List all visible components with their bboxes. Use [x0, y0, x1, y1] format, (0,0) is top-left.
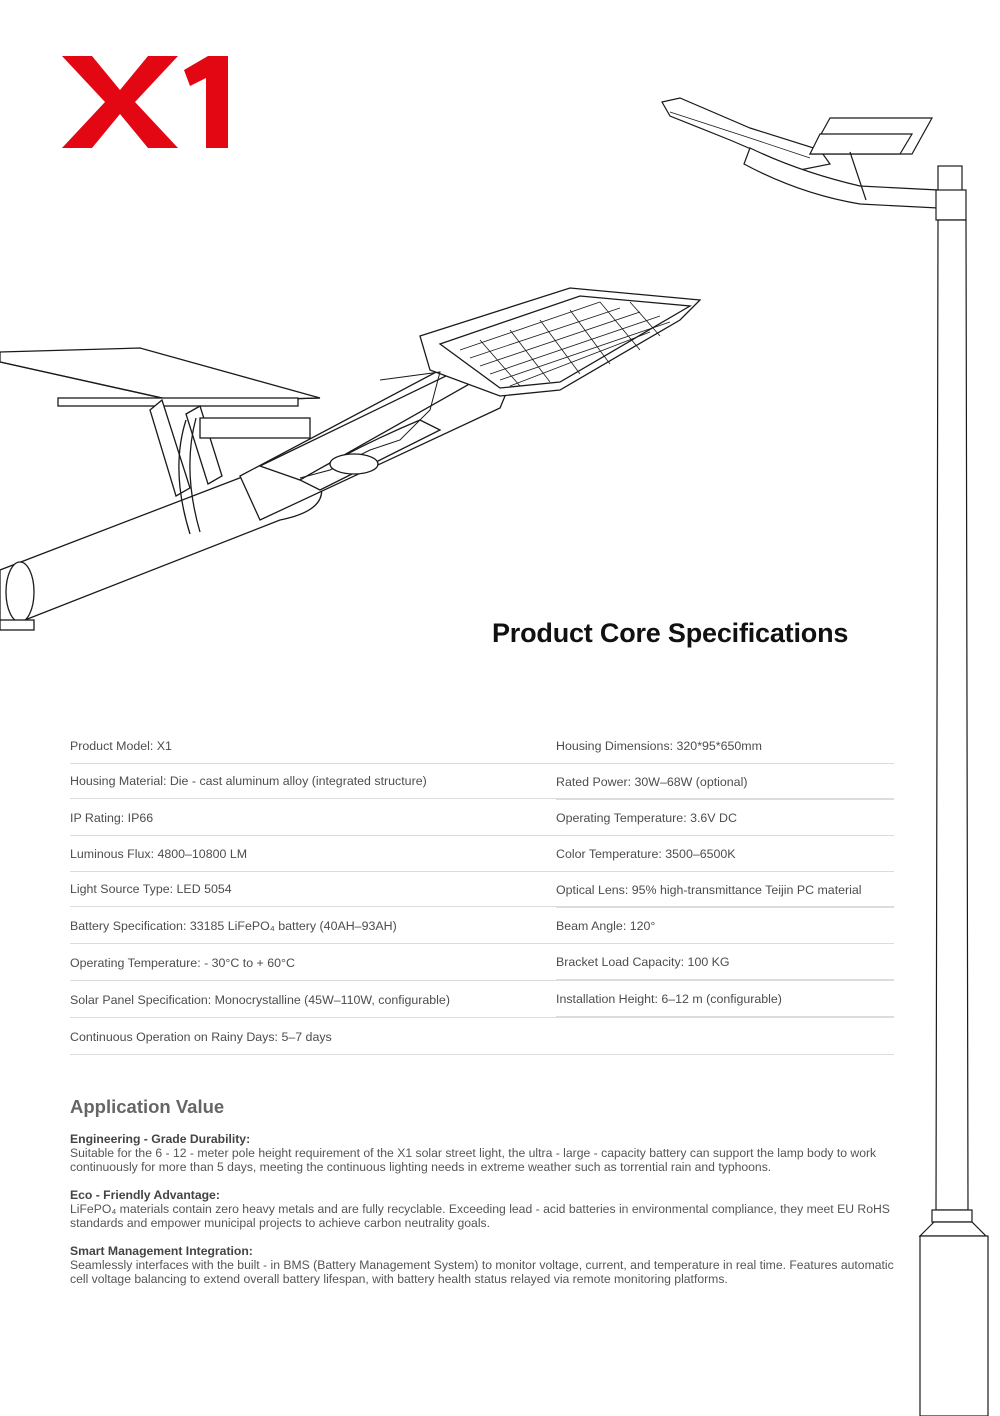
spec-row: Housing Material: Die - cast aluminum alloy (integrated structure)	[70, 763, 894, 799]
application-item-body: Seamlessly interfaces with the built - in BMS (Battery Management System) to monitor voltage, current, and temperature in real time. Features automatic cell voltage balancing to extend overall battery lifespan, with battery health status relayed via remote monitoring platforms.	[70, 1258, 894, 1286]
spec-row: Operating Temperature: 3.6V DC	[556, 800, 894, 836]
spec-row: Product Model: X1	[70, 728, 894, 764]
application-item	[70, 1132, 910, 1174]
spec-row: Battery Specification: 33185 LiFePO₄ battery (40AH–93AH)	[70, 908, 894, 944]
application-item	[70, 1188, 910, 1230]
spec-row: Rated Power: 30W–68W (optional)	[556, 764, 894, 800]
application-heading: Application Value	[70, 1096, 225, 1117]
application-item-body: Suitable for the 6 - 12 - meter pole height requirement of the X1 solar street light, the ultra - large - capacity battery can support the lamp body to work continuously for more than 5 days, meeting the continuous lighting needs in extreme weather such as torrential rain and typhoons.	[70, 1146, 877, 1174]
spec-row: Housing Dimensions: 320*95*650mm	[556, 728, 894, 764]
spec-row: IP Rating: IP66	[70, 800, 894, 836]
x1-logo	[62, 56, 228, 148]
spec-row: Bracket Load Capacity: 100 KG	[556, 944, 894, 980]
spec-row: Optical Lens: 95% high-transmittance Teijin PC material	[556, 872, 894, 908]
spec-row: Luminous Flux: 4800–10800 LM	[70, 836, 894, 872]
application-item-title: Eco - Friendly Advantage:	[70, 1188, 220, 1202]
spec-row: Solar Panel Specification: Monocrystalline (45W–110W, configurable)	[70, 982, 894, 1018]
application-item-title: Engineering - Grade Durability:	[70, 1132, 251, 1146]
spec-row: Operating Temperature: - 30°C to + 60°C	[70, 945, 894, 981]
street-light-illustration	[0, 270, 720, 640]
page-title: Product Core Specifications	[492, 618, 849, 648]
application-item-title: Smart Management Integration:	[70, 1244, 253, 1258]
spec-row: Installation Height: 6–12 m (configurable)	[556, 981, 894, 1017]
application-item	[70, 1244, 910, 1286]
spec-row: Continuous Operation on Rainy Days: 5–7 days	[70, 1019, 894, 1055]
spec-row: Color Temperature: 3500–6500K	[556, 836, 894, 872]
application-item-body: LiFePO₄ materials contain zero heavy metals and are fully recyclable. Exceeding lead - acid batteries in environmental compliance, they meet EU RoHS standards and empower municipal projects to achieve carbon neutrality goals.	[70, 1202, 890, 1230]
spec-row: Light Source Type: LED 5054	[70, 871, 894, 907]
spec-row: Beam Angle: 120°	[556, 908, 894, 944]
